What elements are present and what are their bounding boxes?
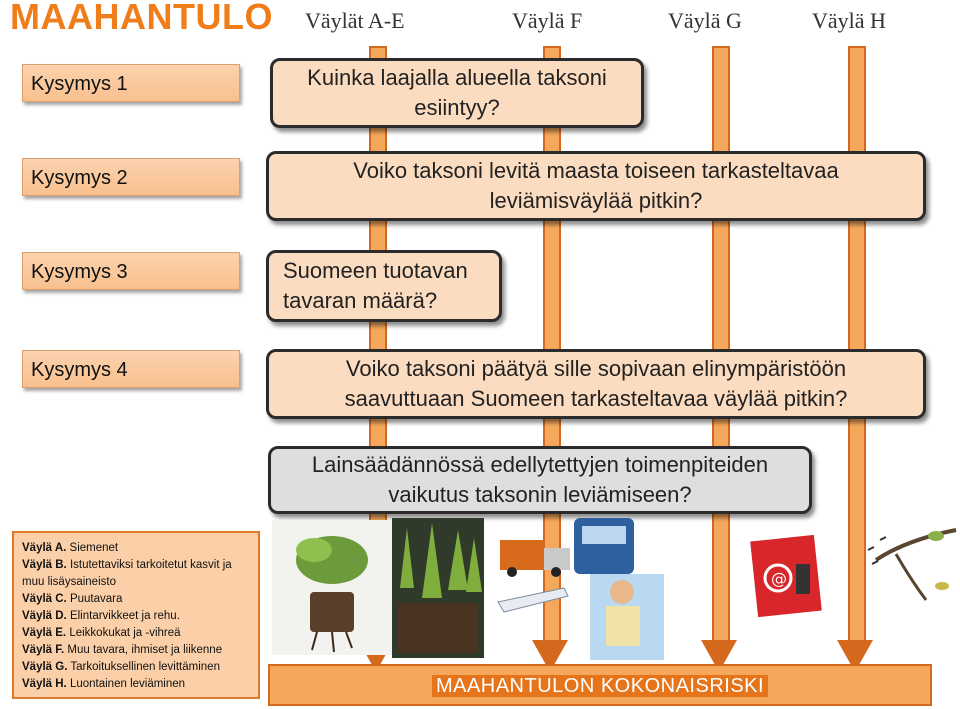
column-heading-h: Väylä H [812, 8, 886, 33]
total-risk-label: MAAHANTULON KOKONAISRISKI [432, 675, 768, 697]
svg-text:@: @ [771, 569, 787, 588]
total-risk-bar [268, 664, 932, 706]
question-box-4: Voiko taksoni päätyä sille sopivaan elinympäristöön saavuttuaan Suomeen tarkasteltavaa väylää pitkin? [266, 349, 926, 419]
legend-item: Väylä B. Istutettaviksi tarkoitetut kasvit ja muu lisäysaineisto [22, 559, 232, 588]
question-box-1: Kuinka laajalla alueella taksoni esiintyy? [270, 58, 644, 128]
arrow-shaft-g [712, 46, 730, 642]
legend-item: Väylä A. Siemenet [22, 542, 119, 554]
conifer-seedlings-image [392, 518, 484, 658]
column-heading-g: Väylä G [668, 8, 742, 33]
online-shopping-image [750, 534, 826, 618]
transport-and-traveler-image [494, 512, 674, 662]
arrow-shaft-h [848, 46, 866, 642]
seedling-plug-image [272, 520, 402, 655]
legend-item: Väylä H. Luontainen leviäminen [22, 678, 186, 690]
question-label-1: Kysymys 1 [22, 64, 240, 102]
question-label-4: Kysymys 4 [22, 350, 240, 388]
legend-item: Väylä D. Elintarvikkeet ja rehu. [22, 610, 180, 622]
natural-spread-branch-image [866, 520, 960, 610]
question-box-3: Suomeen tuotavan tavaran määrä? [266, 250, 502, 322]
legend-item: Väylä E. Leikkokukat ja -vihreä [22, 627, 181, 639]
legend-item: Väylä C. Puutavara [22, 593, 123, 605]
page-title: MAAHANTULO [10, 0, 273, 37]
legend-item: Väylä G. Tarkoituksellinen levittäminen [22, 661, 220, 673]
pathway-legend [12, 531, 260, 699]
column-heading-a-e: Väylät A-E [305, 8, 405, 33]
question-box-2: Voiko taksoni levitä maasta toiseen tarkasteltavaa leviämisväylää pitkin? [266, 151, 926, 221]
question-label-2: Kysymys 2 [22, 158, 240, 196]
column-heading-f: Väylä F [512, 8, 583, 33]
mitigation-box: Lainsäädännössä edellytettyjen toimenpiteiden vaikutus taksonin leviämiseen? [268, 446, 812, 514]
legend-item: Väylä F. Muu tavara, ihmiset ja liikenne [22, 644, 223, 656]
question-label-3: Kysymys 3 [22, 252, 240, 290]
